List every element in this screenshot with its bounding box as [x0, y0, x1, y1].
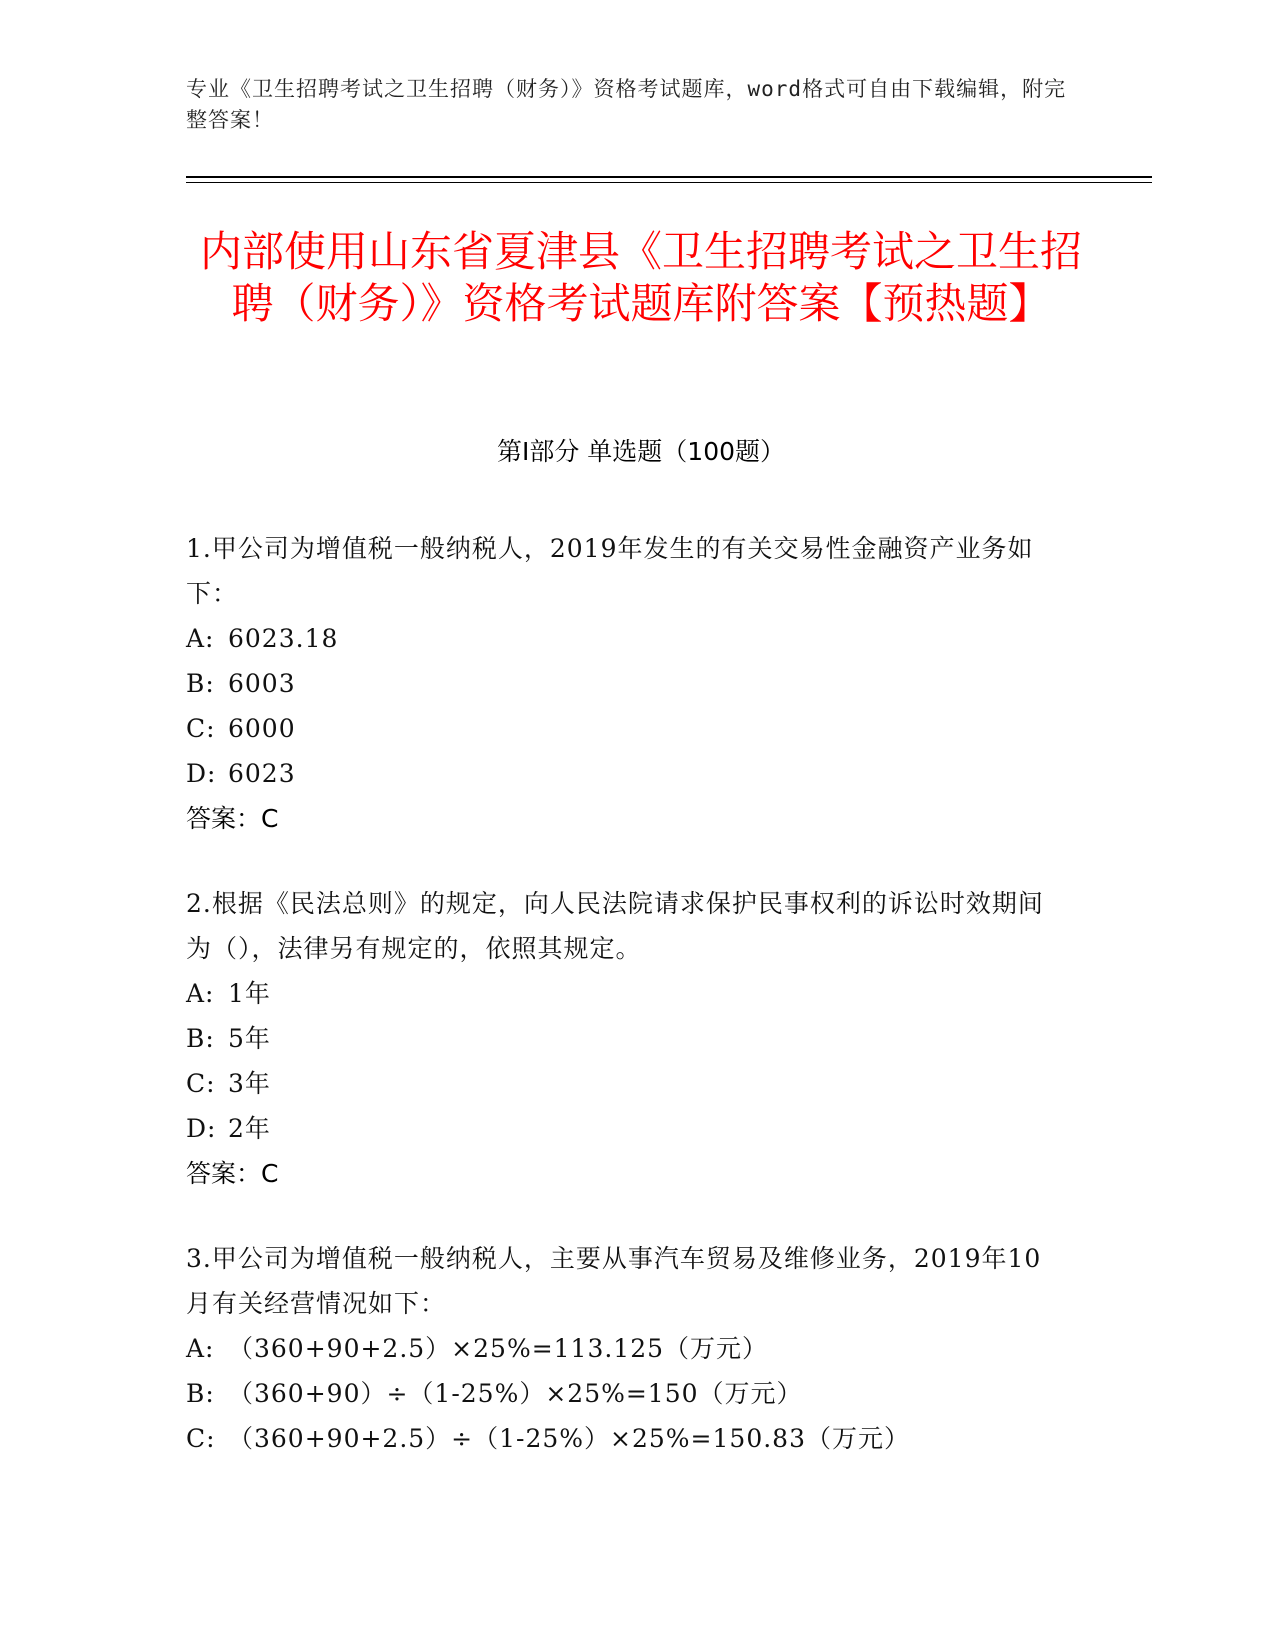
- option-text: 5年: [228, 1024, 271, 1053]
- question-3: [186, 1236, 1066, 1461]
- option-label: C:: [186, 714, 216, 743]
- option-text: （360+90+2.5）×25%=113.125（万元）: [228, 1334, 769, 1363]
- option-b: [186, 1016, 1066, 1061]
- option-text: （360+90）÷（1-25%）×25%=150（万元）: [228, 1379, 803, 1408]
- option-text: 6023: [228, 759, 296, 788]
- option-b: [186, 661, 1066, 706]
- option-d: [186, 1106, 1066, 1151]
- option-text: 1年: [228, 979, 271, 1008]
- option-label: C:: [186, 1424, 216, 1453]
- option-text: （360+90+2.5）÷（1-25%）×25%=150.83（万元）: [228, 1424, 910, 1453]
- option-text: 3年: [228, 1069, 271, 1098]
- option-label: A:: [186, 624, 215, 653]
- option-text: 6000: [228, 714, 296, 743]
- question-stem: 2.根据《民法总则》的规定，向人民法院请求保护民事权利的诉讼时效期间为（），法律另有规定的，依照其规定。: [186, 889, 1044, 963]
- option-label: B:: [186, 1024, 215, 1053]
- header-divider-thin: [186, 182, 1152, 183]
- question-list: [186, 526, 1066, 1501]
- question-stem: 3.甲公司为增值税一般纳税人，主要从事汽车贸易及维修业务，2019年10月有关经营情况如下：: [186, 1244, 1042, 1318]
- question-stem: 1.甲公司为增值税一般纳税人，2019年发生的有关交易性金融资产业务如下：: [186, 534, 1034, 608]
- section-heading: 第Ⅰ部分 单选题（100题）: [496, 437, 786, 466]
- option-label: A:: [186, 979, 215, 1008]
- option-text: 6023.18: [228, 624, 339, 653]
- answer: 答案：C: [186, 804, 279, 833]
- question-1: [186, 526, 1066, 841]
- option-label: D:: [186, 759, 217, 788]
- answer: 答案：C: [186, 1159, 279, 1188]
- option-a: [186, 1326, 1066, 1371]
- option-label: A:: [186, 1334, 215, 1363]
- option-c: [186, 706, 1066, 751]
- option-b: [186, 1371, 1066, 1416]
- option-c: [186, 1061, 1066, 1106]
- option-text: 2年: [228, 1114, 271, 1143]
- option-a: [186, 616, 1066, 661]
- option-label: C:: [186, 1069, 216, 1098]
- option-c: [186, 1416, 1066, 1461]
- document-title: 内部使用山东省夏津县《卫生招聘考试之卫生招聘（财务）》资格考试题库附答案【预热题】: [199, 227, 1082, 328]
- option-text: 6003: [228, 669, 296, 698]
- option-label: B:: [186, 1379, 215, 1408]
- question-2: [186, 881, 1066, 1196]
- option-label: B:: [186, 669, 215, 698]
- header-divider-thick: [186, 176, 1152, 178]
- option-d: [186, 751, 1066, 796]
- option-label: D:: [186, 1114, 217, 1143]
- header-note: 专业《卫生招聘考试之卫生招聘（财务）》资格考试题库，word格式可自由下载编辑，附完整答案！: [186, 77, 1067, 132]
- option-a: [186, 971, 1066, 1016]
